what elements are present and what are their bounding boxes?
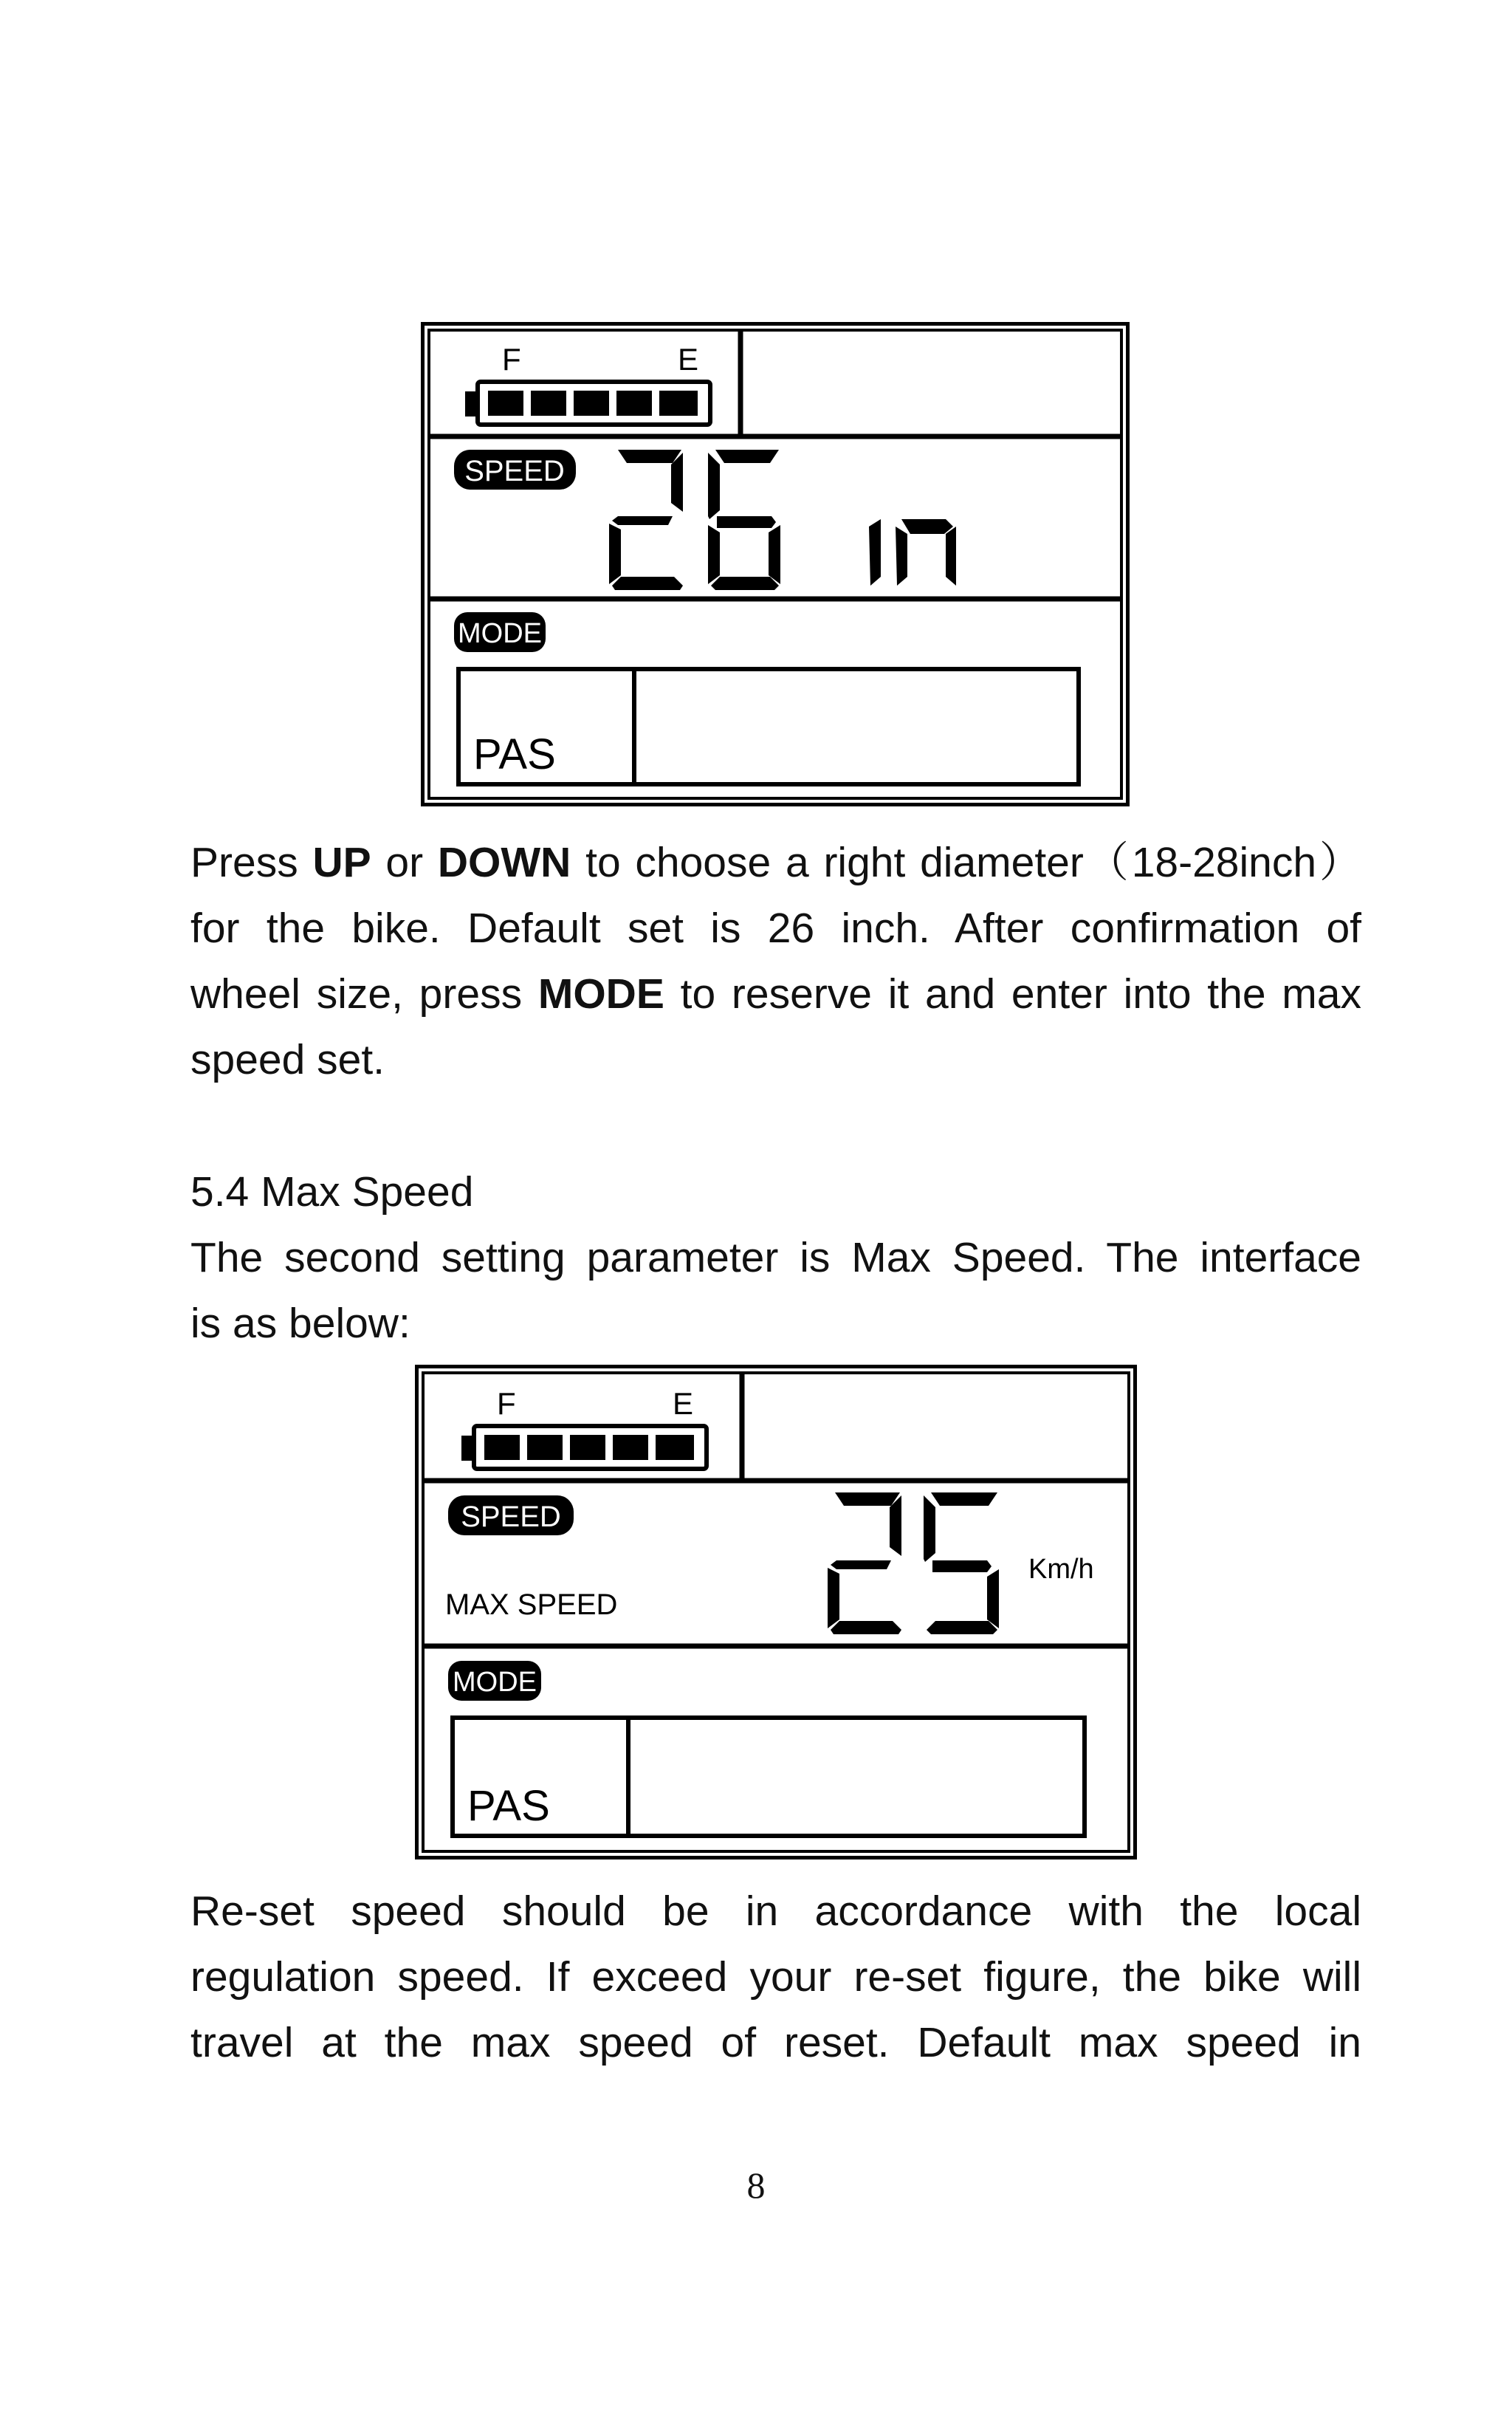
speed-unit-label: Km/h <box>1028 1554 1094 1585</box>
fuel-full-label: F <box>497 1386 516 1421</box>
paragraph-reset-speed <box>190 1879 1361 2076</box>
paragraph-line: is as below: <box>190 1300 410 1347</box>
paragraph-line: travel at the max speed of reset. Default max speed in <box>190 2019 1361 2066</box>
paragraph-max-speed-intro <box>190 1225 1361 1357</box>
lcd-display-drawing <box>425 326 1126 803</box>
speed-badge <box>454 450 576 490</box>
seven-segment-value-25 <box>828 1492 999 1634</box>
paragraph-line: Press UP or DOWN to choose a right diameter（18-28inch） <box>190 839 1361 886</box>
paragraph-wheel-size <box>190 830 1361 1093</box>
svg-text:MODE: MODE <box>453 1667 537 1698</box>
max-speed-label: MAX SPEED <box>445 1588 618 1621</box>
lcd-figure-wheel-size <box>421 322 1130 806</box>
section-heading: 5.4 Max Speed <box>190 1168 474 1216</box>
battery-icon <box>465 382 710 425</box>
page-number: 8 <box>746 2164 766 2206</box>
speed-badge <box>448 1495 574 1535</box>
seven-segment-unit-in <box>869 519 956 586</box>
fuel-empty-label: E <box>678 342 699 377</box>
paragraph-line: Re-set speed should be in accordance with the local <box>190 1888 1361 1935</box>
paragraph-line: The second setting parameter is Max Speed. The interface <box>190 1234 1361 1281</box>
mode-keyword: MODE <box>537 970 664 1018</box>
fuel-empty-label: E <box>673 1386 694 1421</box>
up-keyword: UP <box>312 839 371 886</box>
seven-segment-value-26 <box>609 450 780 590</box>
lcd-display-drawing <box>419 1368 1133 1856</box>
mode-badge <box>448 1661 541 1701</box>
paragraph-line: for the bike. Default set is 26 inch. After confirmation of <box>190 905 1361 952</box>
lcd-figure-max-speed <box>415 1365 1137 1859</box>
paragraph-line: speed set. <box>190 1036 385 1083</box>
mode-badge <box>454 612 546 652</box>
svg-text:SPEED: SPEED <box>461 1501 561 1533</box>
svg-text:SPEED: SPEED <box>464 455 565 487</box>
pas-label: PAS <box>473 730 556 778</box>
battery-icon <box>461 1426 707 1469</box>
pas-label: PAS <box>467 1782 550 1830</box>
paragraph-line: regulation speed. If exceed your re-set figure, the bike will <box>190 1953 1361 2001</box>
svg-text:MODE: MODE <box>458 618 542 649</box>
down-keyword: DOWN <box>437 839 571 886</box>
paragraph-line: wheel size, press MODE to reserve it and enter into the max <box>190 970 1361 1018</box>
fuel-full-label: F <box>502 342 521 377</box>
